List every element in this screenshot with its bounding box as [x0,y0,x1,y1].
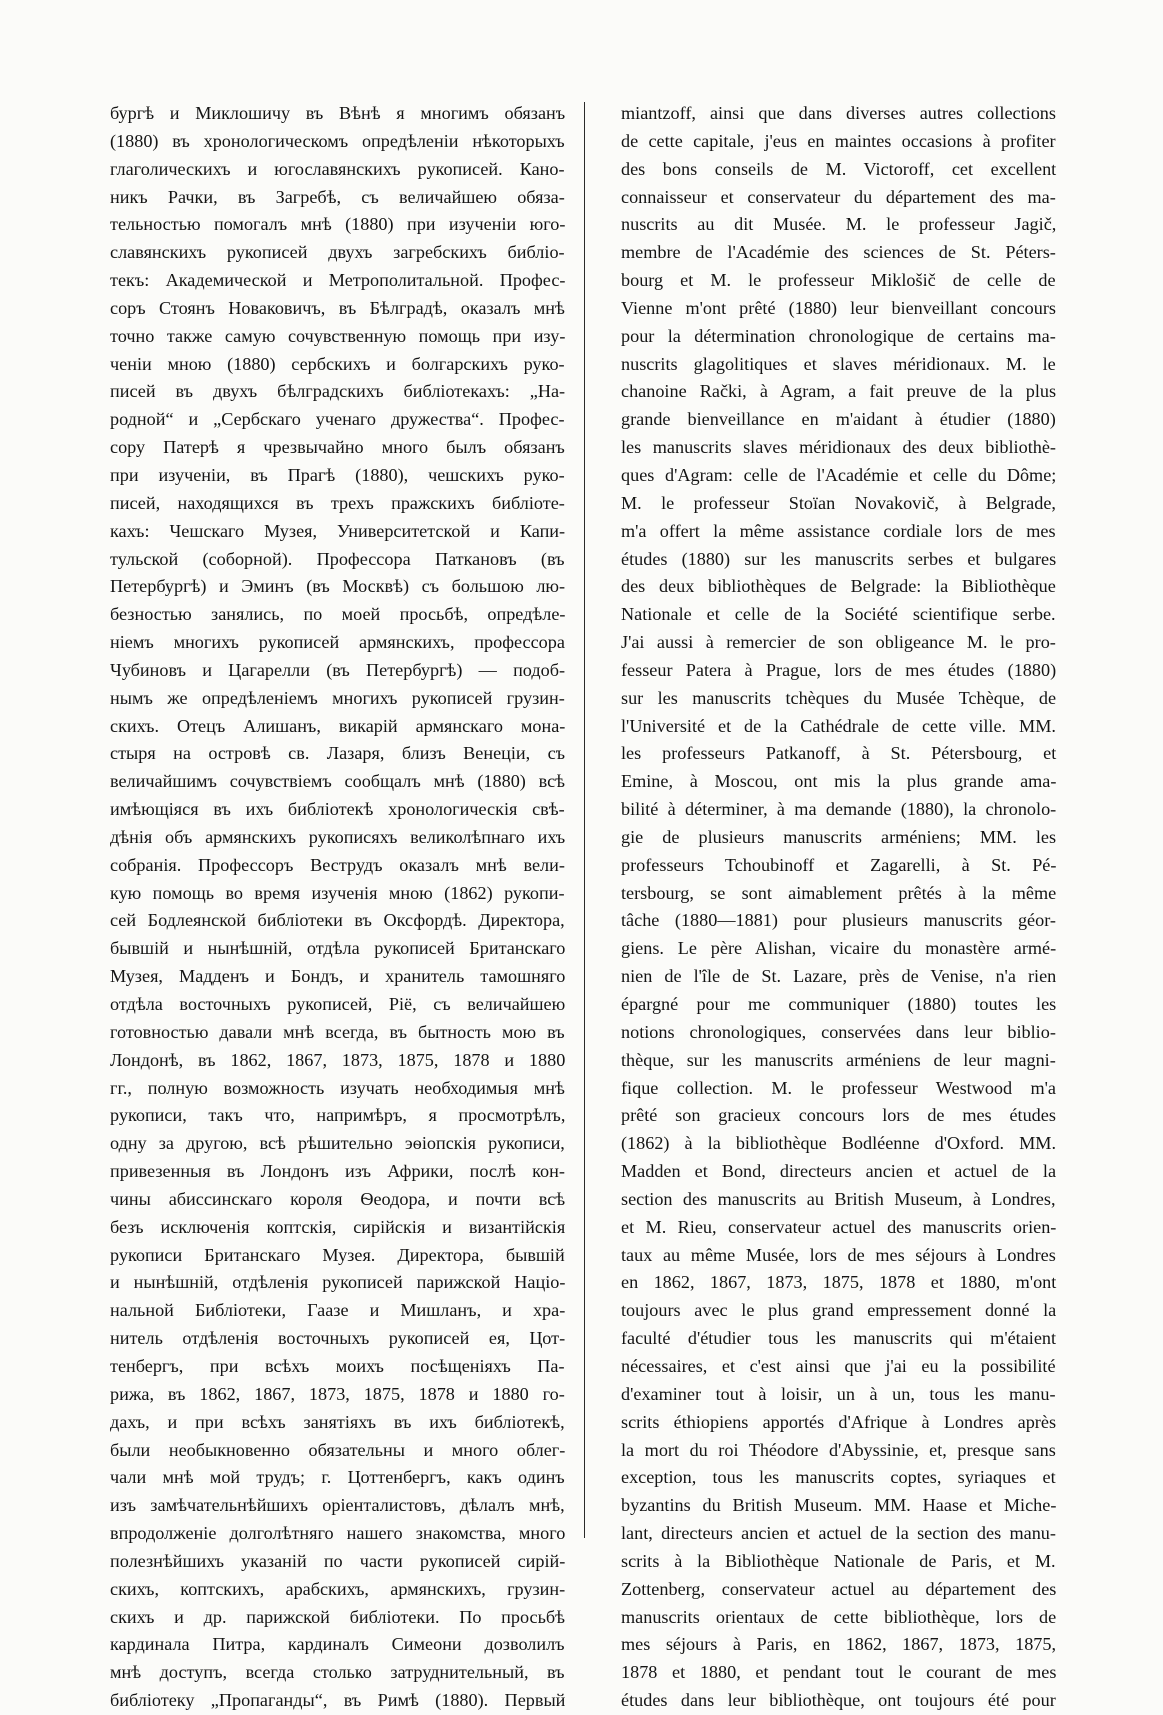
text-line: скихъ, коптскихъ, арабскихъ, армянскихъ, грузин- [110,1578,566,1599]
text-line: scrits à la Bibliothèque Nationale de Paris, et M. [621,1550,1056,1571]
text-line: кую помощь во время изученія мною (1862) рукопи- [110,882,565,903]
text-line: études (1880) sur les manuscrits serbes et bulgares [621,548,1057,569]
text-line: бургѣ и Миклошичу въ Вѣнѣ я многимъ обязанъ [110,103,566,123]
text-line: l'Université et de la Cathédrale de cette ville. MM. [621,715,1056,736]
text-line: кардинала Питра, кардиналъ Симеони дозволилъ [110,1634,565,1655]
text-line: de cette capitale, j'eus en maintes occasions à profiter [621,130,1056,151]
text-line: имѣющіяся въ ихъ библіотекѣ хронологическія свѣ- [110,799,565,820]
text-line: exception, tous les manuscrits coptes, syriaques et [621,1467,1056,1488]
text-line: дѣнія объ армянскихъ рукописяхъ великолѣпнаго ихъ [110,826,566,847]
text-line: нитель отдѣленія восточныхъ рукописей ея, Цот- [110,1328,566,1349]
text-line: писей въ двухъ бѣлградскихъ библіотекахъ: „На- [110,381,566,402]
text-line: Madden et Bond, directeurs ancien et actuel de la [621,1161,1057,1182]
text-line: miantzoff, ainsi que dans diverses autres collections [621,103,1056,123]
text-line: сору Патерѣ я чрезвычайно много былъ обязанъ [110,437,565,458]
text-line: славянскихъ рукописей двухъ загребскихъ библіо- [110,242,565,263]
text-line: mes séjours à Paris, en 1862, 1867, 1873, 1875, [621,1634,1057,1655]
text-line: чины абиссинскаго короля Ѳеодора, и почти всѣ [110,1188,566,1209]
text-line: bourg et M. le professeur Miklošič de celle de [621,270,1056,291]
text-line: m'a offert la même assistance cordiale lors de mes [621,520,1056,541]
text-line: при изученіи, въ Прагѣ (1880), чешскихъ руко- [110,464,565,485]
text-line: скихъ и др. парижской библіотеки. По просьбѣ [110,1606,566,1627]
text-line: мнѣ доступъ, всегда столько затруднительный, въ [110,1662,565,1683]
text-line: чали мнѣ мой трудъ; г. Цоттенбергъ, какъ одинъ [110,1467,565,1488]
text-line: en 1862, 1867, 1873, 1875, 1878 et 1880, m'ont [621,1272,1057,1293]
text-line: сей Бодлеянской библіотеки въ Оксфордѣ. Директора, [110,910,565,931]
text-line: писей, находящихся въ трехъ пражскихъ библіоте- [110,492,565,513]
text-line: рижа, въ 1862, 1867, 1873, 1875, 1878 и 1880 го- [110,1383,565,1404]
text-line: дахъ, и при всѣхъ занятіяхъ въ ихъ библіотекѣ, [110,1411,565,1432]
text-line: nien de l'île de St. Lazare, près de Venise, n'a rien [621,966,1057,987]
text-line: Emine, à Moscou, ont mis la plus grande ama- [621,771,1057,792]
text-line: текъ: Академической и Метрополитальной. Профес- [110,270,566,291]
text-line: никъ Рачки, въ Загребѣ, съ величайшею обяза- [110,186,565,207]
russian-text-column [110,100,565,1715]
text-line: tâche (1880—1881) pour plusieurs manuscrits géor- [621,910,1056,931]
text-line: безъ исключенія коптскія, сирійскія и византійскія [110,1216,566,1237]
text-line: M. le professeur Stoïan Novakovič, à Belgrade, [621,492,1056,513]
text-line: fesseur Patera à Prague, lors de mes études (1880) [621,659,1057,680]
text-line: sur les manuscrits tchèques du Musée Tchèque, de [621,687,1057,708]
text-line: bilité à déterminer, à ma demande (1880), la chronolo- [621,799,1057,820]
text-line: des bons conseils de M. Victoroff, cet excellent [621,158,1057,179]
text-line: безностью занялись, по моей просьбѣ, опредѣле- [110,604,566,625]
text-line: рукописи Британскаго Музея. Директора, бывшій [110,1244,565,1265]
text-line: рукописи, такъ что, напримѣръ, я просмотрѣлъ, [110,1105,566,1126]
text-line: отдѣла восточныхъ рукописей, Ріё, съ величайшею [110,994,566,1014]
text-line: et M. Rieu, conservateur actuel des manuscrits orien- [621,1216,1057,1237]
text-line: Zottenberg, conservateur actuel au département des [621,1578,1057,1599]
text-line: гг., полную возможность изучать необходимыя мнѣ [110,1077,565,1098]
text-line: Vienne m'ont prêté (1880) leur bienveillant concours [621,297,1056,318]
text-line: скихъ. Отецъ Алишанъ, викарій армянскаго мона- [110,715,566,736]
text-line: собранія. Профессоръ Веструдъ оказалъ мнѣ вели- [110,854,565,875]
french-text-column [621,100,1056,1715]
text-line: d'examiner tout à loisir, un à un, tous les manu- [621,1383,1056,1404]
text-line: привезенныя въ Лондонъ изъ Африки, послѣ кон- [110,1161,565,1182]
text-line: thèque, sur les manuscrits arméniens de leur magni- [621,1049,1056,1070]
text-line: les professeurs Patkanoff, à St. Pétersbourg, et [621,743,1057,764]
text-line: глаголическихъ и югославянскихъ рукописей. Кано- [110,158,565,179]
text-line: Петербургѣ) и Эминъ (въ Москвѣ) съ большою лю- [110,576,566,597]
text-line: ques d'Agram: celle de l'Académie et celle du Dôme; [621,464,1057,485]
text-line: нальной Библіотеки, Гаазе и Мишланъ, и хра- [110,1300,566,1321]
text-line: Музея, Мадденъ и Бондъ, и хранитель тамошняго [110,966,566,987]
text-line: nuscrits au dit Musée. M. le professeur Jagič, [621,214,1057,235]
text-line: études dans leur bibliothèque, ont toujours été pour [621,1690,1056,1711]
text-line: la mort du roi Théodore d'Abyssinie, et, presque sans [621,1439,1056,1460]
text-line: Nationale et celle de la Société scientifique serbe. [621,604,1056,625]
text-line: (1880) въ хронологическомъ опредѣленіи нѣкоторыхъ [110,130,565,151]
text-line: faculté d'étudier tous les manuscrits qui m'étaient [621,1328,1057,1349]
text-line: manuscrits orientaux de cette bibliothèque, lors de [621,1606,1057,1627]
text-line: библіотеку „Пропаганды“, въ Римѣ (1880). Первый [110,1690,566,1711]
text-line: notions chronologiques, conservées dans leur biblio- [621,1021,1056,1042]
text-line: giens. Le père Alishan, vicaire du monastère armé- [621,938,1057,959]
text-line: nécessaires, et c'est ainsi que j'ai eu la possibilité [621,1355,1056,1376]
text-line: впродолженіе долголѣтняго нашего знакомства, много [110,1523,566,1544]
text-line: byzantins du British Museum. MM. Haase et Miche- [621,1495,1057,1516]
text-line: toujours avec le plus grand empressement donné la [621,1300,1057,1321]
text-line: тельностью помогалъ мнѣ (1880) при изученіи юго- [110,214,566,235]
text-line: точно также самую сочувственную помощь при изу- [110,325,566,346]
text-line: professeurs Tchoubinoff et Zagarelli, à St. Pé- [621,854,1057,875]
text-line: membre de l'Académie des sciences de St. Péters- [621,242,1056,263]
text-line: section des manuscrits au British Museum, à Londres, [621,1188,1056,1209]
text-line: готовностью давали мнѣ всегда, въ бытность мою въ [110,1021,565,1042]
text-line: scrits éthiopiens apportés d'Afrique à Londres après [621,1411,1057,1432]
text-line: кахъ: Чешскаго Музея, Университетской и Капи- [110,520,566,541]
text-line: и нынѣшній, отдѣленія рукописей парижской Націо- [110,1272,566,1293]
text-line: nuscrits glagolitiques et slaves méridionaux. M. le [621,353,1056,374]
text-line: 1878 et 1880, et pendant tout le courant de mes [621,1662,1057,1683]
text-line: tersbourg, se sont aimablement prêtés à la même [621,882,1057,903]
text-line: les manuscrits slaves méridionaux des deux bibliothè- [621,437,1056,458]
text-line: стыря на островѣ св. Лазаря, близъ Венеціи, съ [110,743,566,764]
text-line: taux au même Musée, lors de mes séjours à Londres [621,1244,1056,1265]
text-line: полезнѣйшихъ указаній по части рукописей сирій- [110,1550,566,1571]
text-line: J'ai aussi à remercier de son obligeance M. le pro- [621,632,1056,653]
text-line: des deux bibliothèques de Belgrade: la Bibliothèque [621,576,1056,597]
text-line: величайшимъ сочувствіемъ сообщалъ мнѣ (1880) всѣ [110,771,566,792]
text-line: pour la détermination chronologique de certains ma- [621,325,1056,346]
text-line: (1862) à la bibliothèque Bodléenne d'Oxford. MM. [621,1133,1057,1154]
text-line: ніемъ многихъ рукописей армянскихъ, профессора [110,632,565,653]
text-line: тульской (соборной). Профессора Паткановъ (въ [110,548,565,569]
text-line: connaisseur et conservateur du département des ma- [621,186,1056,207]
text-line: fique collection. M. le professeur Westwood m'a [621,1077,1056,1098]
text-line: lant, directeurs ancien et actuel de la section des manu- [621,1523,1056,1544]
text-line: grande bienveillance en m'aidant à étudier (1880) [621,409,1056,430]
text-line: Лондонѣ, въ 1862, 1867, 1873, 1875, 1878 и 1880 [110,1049,566,1070]
column-divider [584,102,585,1538]
text-line: были необыкновенно обязательны и много облег- [110,1439,566,1460]
text-line: gie de plusieurs manuscrits arméniens; MM. les [621,826,1057,847]
text-line: chanoine Rački, à Agram, a fait preuve de la plus [621,381,1057,402]
text-line: нымъ же опредѣленіемъ многихъ рукописей грузин- [110,687,565,708]
text-line: Чубиновъ и Цагарелли (въ Петербургѣ) — подоб- [110,659,566,680]
text-line: одну за другою, всѣ рѣшительно эѳіопскія рукописи, [110,1133,565,1154]
text-line: тенбергъ, при всѣхъ моихъ посѣщеніяхъ Па- [110,1355,565,1376]
text-line: бывшій и нынѣшній, отдѣла рукописей Британскаго [110,938,566,959]
text-line: изъ замѣчательнѣйшихъ оріенталистовъ, дѣлалъ мнѣ, [110,1495,565,1516]
text-line: prêté son gracieux concours lors de mes études [621,1105,1056,1126]
text-line: épargné pour me communiquer (1880) toutes les [621,994,1057,1014]
text-line: ченіи мною (1880) сербскихъ и болгарскихъ руко- [110,353,565,374]
text-line: соръ Стоянъ Новаковичъ, въ Бѣлградѣ, оказалъ мнѣ [110,297,565,318]
text-line: родной“ и „Сербскаго ученаго дружества“. Профес- [110,409,565,430]
